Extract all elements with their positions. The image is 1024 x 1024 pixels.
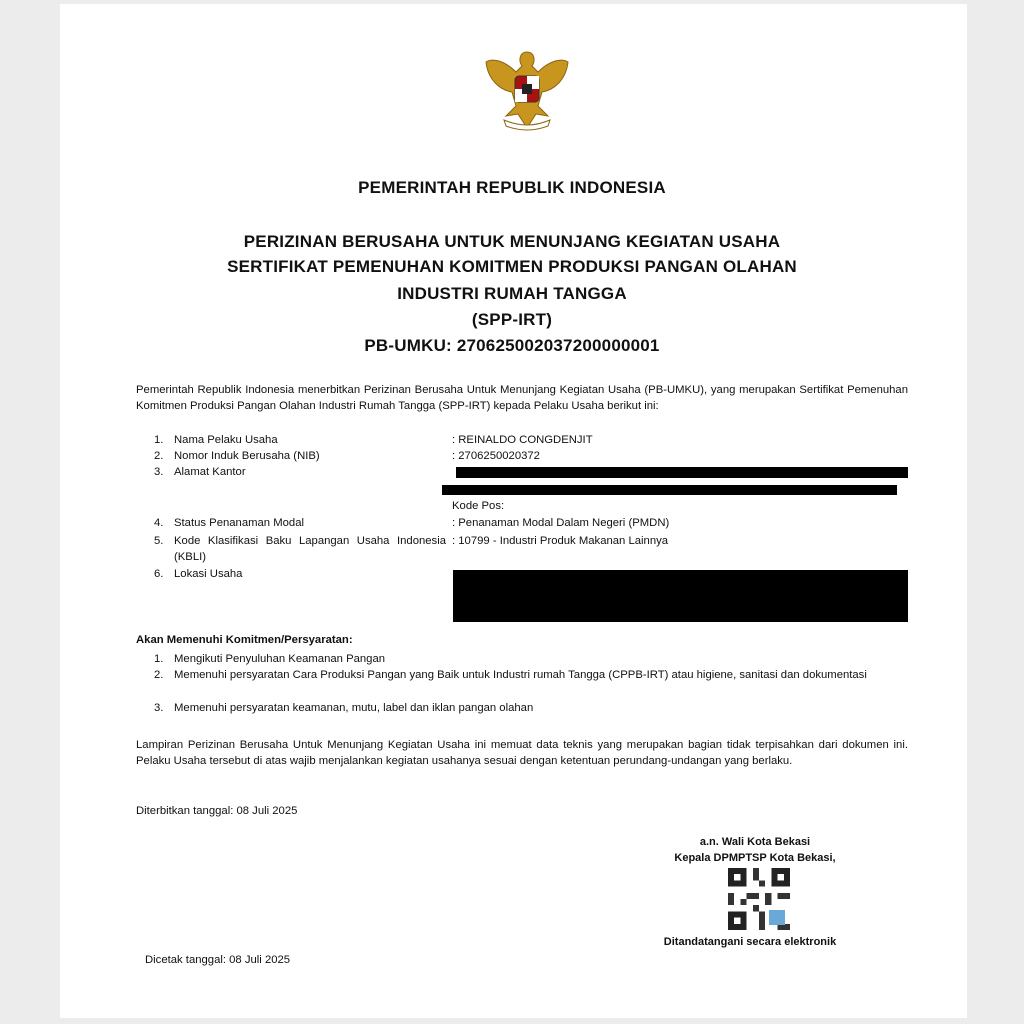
- field-num: 4.: [154, 517, 164, 529]
- title-line-1: PERIZINAN BERUSAHA UNTUK MENUNJANG KEGIATAN USAHA: [243, 232, 781, 251]
- printed-date: Dicetak tanggal: 08 Juli 2025: [145, 954, 291, 966]
- garuda-emblem-icon: [482, 46, 572, 134]
- qr-code-icon[interactable]: [728, 868, 790, 930]
- title-line-3: INDUSTRI RUMAH TANGGA: [397, 284, 627, 303]
- field-label: Nama Pelaku Usaha: [174, 434, 278, 446]
- redaction-bar: [442, 485, 897, 495]
- closing-paragraph: Lampiran Perizinan Berusaha Untuk Menunjang Kegiatan Usaha ini memuat data teknis yang merupakan bagian tidak terpisahkan dari dokumen ini. Pelaku Usaha tersebut di atas wajib menjalankan kegiatan usahanya sesuai dengan ketentuan perundang-undangan yang berlaku.: [136, 739, 908, 767]
- item-num: 1.: [154, 653, 164, 665]
- field-label: Status Penanaman Modal: [174, 517, 304, 529]
- field-value: : Penanaman Modal Dalam Negeri (PMDN): [452, 517, 670, 529]
- electronic-signature-note: Ditandatangani secara elektronik: [663, 936, 837, 948]
- redaction-block: [453, 570, 908, 622]
- field-label: Lokasi Usaha: [174, 568, 243, 580]
- item-text: Memenuhi persyaratan Cara Produksi Pangan yang Baik untuk Industri rumah Tangga (CPPB-IRT) atau higiene, sanitasi dan dokumentasi: [174, 669, 867, 681]
- redaction-bar: [456, 467, 908, 478]
- item-num: 2.: [154, 669, 164, 681]
- field-num: 5.: [154, 535, 164, 547]
- government-heading: PEMERINTAH REPUBLIK INDONESIA: [358, 178, 666, 197]
- document-page: [60, 4, 967, 1018]
- field-label: Kode Klasifikasi Baku Lapangan Usaha Indonesia (KBLI): [174, 535, 446, 563]
- field-num: 1.: [154, 434, 164, 446]
- item-num: 3.: [154, 702, 164, 714]
- field-num: 3.: [154, 466, 164, 478]
- pb-umku-number: PB-UMKU: 270625002037200000001: [364, 336, 660, 355]
- commitments-title: Akan Memenuhi Komitmen/Persyaratan:: [136, 634, 353, 646]
- signature-line-1: a.n. Wali Kota Bekasi: [699, 836, 811, 848]
- field-label: Alamat Kantor: [174, 466, 246, 478]
- field-value: : 2706250020372: [452, 450, 540, 462]
- field-value: : REINALDO CONGDENJIT: [452, 434, 593, 446]
- signature-line-2: Kepala DPMPTSP Kota Bekasi,: [674, 852, 836, 864]
- intro-paragraph: Pemerintah Republik Indonesia menerbitkan Perizinan Berusaha Untuk Menunjang Kegiatan Usaha (PB-UMKU), yang merupakan Sertifikat Pemenuhan Komitmen Produksi Pangan Olahan Industri Rumah Tangga (SPP-IRT) kepada Pelaku Usaha berikut ini:: [136, 384, 908, 412]
- issued-date: Diterbitkan tanggal: 08 Juli 2025: [136, 805, 298, 817]
- field-num: 6.: [154, 568, 164, 580]
- field-label: Nomor Induk Berusaha (NIB): [174, 450, 320, 462]
- item-text: Mengikuti Penyuluhan Keamanan Pangan: [174, 653, 386, 665]
- title-line-2: SERTIFIKAT PEMENUHAN KOMITMEN PRODUKSI PANGAN OLAHAN: [227, 257, 797, 276]
- item-text: Memenuhi persyaratan keamanan, mutu, label dan iklan pangan olahan: [174, 702, 534, 714]
- field-num: 2.: [154, 450, 164, 462]
- postal-code-label: Kode Pos:: [452, 500, 505, 512]
- field-value: : 10799 - Industri Produk Makanan Lainnya: [452, 535, 669, 547]
- title-line-4: (SPP-IRT): [471, 310, 553, 329]
